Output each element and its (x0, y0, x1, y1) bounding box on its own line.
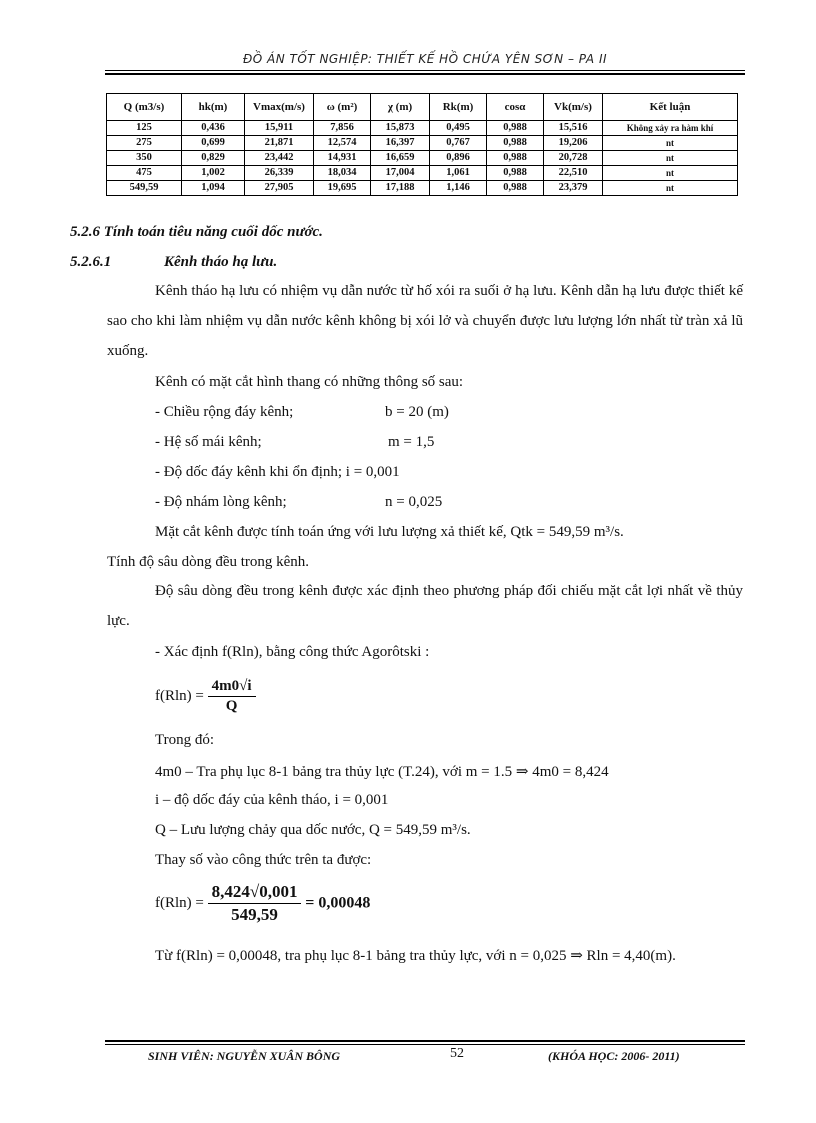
table-cell: 0,436 (182, 121, 245, 136)
table-cell: 15,911 (245, 121, 314, 136)
column-header: Kết luận (603, 94, 738, 121)
column-header: cosα (487, 94, 544, 121)
param-value: m = 1,5 (388, 434, 435, 450)
column-header: Rk(m) (430, 94, 487, 121)
paragraph: Tính độ sâu dòng đều trong kênh. (107, 554, 310, 570)
param-label: - Chiều rộng đáy kênh; (155, 404, 294, 420)
paragraph: Kênh có mặt cắt hình thang có những thông số sau: (155, 374, 464, 390)
table-cell: 18,034 (314, 166, 371, 181)
column-header: Q (m3/s) (107, 94, 182, 121)
table-cell: 23,379 (544, 181, 603, 196)
table-cell: 21,871 (245, 136, 314, 151)
table-cell: 15,873 (371, 121, 430, 136)
param-label: - Độ nhám lòng kênh; (155, 494, 287, 510)
table-cell: 0,988 (487, 121, 544, 136)
paragraph: Kênh tháo hạ lưu có nhiệm vụ dẫn nước từ hố xói ra suối ở hạ lưu. Kênh dẫn hạ lưu được thiết kế sao cho khi làm nhiệm vụ dẫn nước kênh không bị xói lở và chuyển được lưu lượng lớn nhất từ tràn xả lũ xuống. (107, 283, 743, 359)
table-cell: 23,442 (245, 151, 314, 166)
table-cell: 16,397 (371, 136, 430, 151)
formula-numerator: 4m0√i (208, 678, 256, 697)
table-cell: 22,510 (544, 166, 603, 181)
formula-fraction (208, 882, 302, 925)
table-cell: 17,004 (371, 166, 430, 181)
table-cell: 27,905 (245, 181, 314, 196)
column-header: hk(m) (182, 94, 245, 121)
table-cell: Không xảy ra hàm khí (603, 121, 738, 136)
table-cell: 19,206 (544, 136, 603, 151)
paragraph: Từ f(Rln) = 0,00048, tra phụ lục 8-1 bảng tra thủy lực, với n = 0,025 ⇒ Rln = 4,40(m). (155, 948, 676, 964)
table-cell: nt (603, 181, 738, 196)
paragraph: - Xác định f(Rln), bằng công thức Agorôtski : (155, 644, 430, 660)
column-header: χ (m) (371, 94, 430, 121)
param-value: b = 20 (m) (385, 404, 449, 420)
param-label: - Độ dốc đáy kênh khi ổn định; i = 0,001 (155, 464, 400, 480)
table-cell: 12,574 (314, 136, 371, 151)
table-cell: nt (603, 151, 738, 166)
subsection-number: 5.2.6.1 (70, 254, 112, 270)
header-rule-thick (105, 73, 745, 75)
formula-fraction (208, 678, 256, 715)
subsection-heading (70, 254, 277, 271)
table-cell: 350 (107, 151, 182, 166)
formula-lhs: f(Rln) = (155, 895, 204, 911)
footer-course: (KHÓA HỌC: 2006- 2011) (548, 1049, 680, 1063)
where-line: 4m0 – Tra phụ lục 8-1 bảng tra thủy lực (T.24), với m = 1.5 ⇒ 4m0 = 8,424 (155, 764, 609, 780)
formula-numerator: 8,424√0,001 (208, 882, 302, 904)
formula-denominator: 549,59 (231, 905, 278, 924)
formula-denominator: Q (225, 698, 238, 714)
table-row (107, 151, 738, 166)
formula-agorotski (155, 678, 256, 715)
table-cell: 0,767 (430, 136, 487, 151)
table-cell: nt (603, 136, 738, 151)
where-line: Q – Lưu lượng chảy qua dốc nước, Q = 549,59 m³/s. (155, 822, 471, 838)
header-rule (105, 70, 745, 71)
column-header: Vmax(m/s) (245, 94, 314, 121)
formula-result: = 0,00048 (305, 894, 371, 912)
param-label: - Hệ số mái kênh; (155, 434, 262, 450)
table-cell: 475 (107, 166, 182, 181)
table-cell: nt (603, 166, 738, 181)
table-row (107, 136, 738, 151)
table-cell: 17,188 (371, 181, 430, 196)
table-cell: 0,896 (430, 151, 487, 166)
table-cell: 0,988 (487, 151, 544, 166)
table-row (107, 181, 738, 196)
footer-rule-thick (105, 1040, 745, 1042)
table-header-row (107, 94, 738, 121)
column-header: ω (m²) (314, 94, 371, 121)
table-row (107, 166, 738, 181)
formula-lhs: f(Rln) = (155, 688, 204, 704)
table-row (107, 121, 738, 136)
paragraph: Độ sâu dòng đều trong kênh được xác định theo phương pháp đối chiếu mặt cắt lợi nhất về thủy lực. (107, 583, 743, 629)
table-cell: 19,695 (314, 181, 371, 196)
table-cell: 20,728 (544, 151, 603, 166)
table-cell: 275 (107, 136, 182, 151)
footer-student: SINH VIÊN: NGUYỄN XUÂN BÔNG (148, 1049, 341, 1063)
footer-rule (105, 1044, 745, 1045)
where-line: i – độ dốc đáy của kênh tháo, i = 0,001 (155, 792, 389, 808)
page-number: 52 (450, 1046, 464, 1061)
table-cell: 0,495 (430, 121, 487, 136)
table-cell: 1,061 (430, 166, 487, 181)
paragraph: Trong đó: (155, 732, 215, 748)
table-cell: 15,516 (544, 121, 603, 136)
table-cell: 1,146 (430, 181, 487, 196)
table-cell: 0,988 (487, 181, 544, 196)
param-value: n = 0,025 (385, 494, 443, 510)
table-cell: 1,094 (182, 181, 245, 196)
table-cell: 26,339 (245, 166, 314, 181)
table-cell: 0,829 (182, 151, 245, 166)
subsection-title: Kênh tháo hạ lưu. (164, 254, 278, 270)
page-header: ĐỒ ÁN TỐT NGHIỆP: THIẾT KẾ HỒ CHỨA YÊN SƠN – PA II (242, 52, 608, 66)
column-header: Vk(m/s) (544, 94, 603, 121)
section-heading: 5.2.6 Tính toán tiêu năng cuối dốc nước. (70, 224, 323, 240)
table-cell: 7,856 (314, 121, 371, 136)
results-table (106, 93, 738, 196)
table-cell: 16,659 (371, 151, 430, 166)
table-cell: 0,988 (487, 166, 544, 181)
paragraph: Mặt cắt kênh được tính toán ứng với lưu lượng xả thiết kế, Qtk = 549,59 m³/s. (155, 524, 624, 540)
table-cell: 14,931 (314, 151, 371, 166)
table-cell: 549,59 (107, 181, 182, 196)
table-cell: 0,699 (182, 136, 245, 151)
table-cell: 1,002 (182, 166, 245, 181)
table-cell: 125 (107, 121, 182, 136)
formula-substituted (155, 882, 370, 925)
table-cell: 0,988 (487, 136, 544, 151)
paragraph: Thay số vào công thức trên ta được: (155, 852, 372, 868)
